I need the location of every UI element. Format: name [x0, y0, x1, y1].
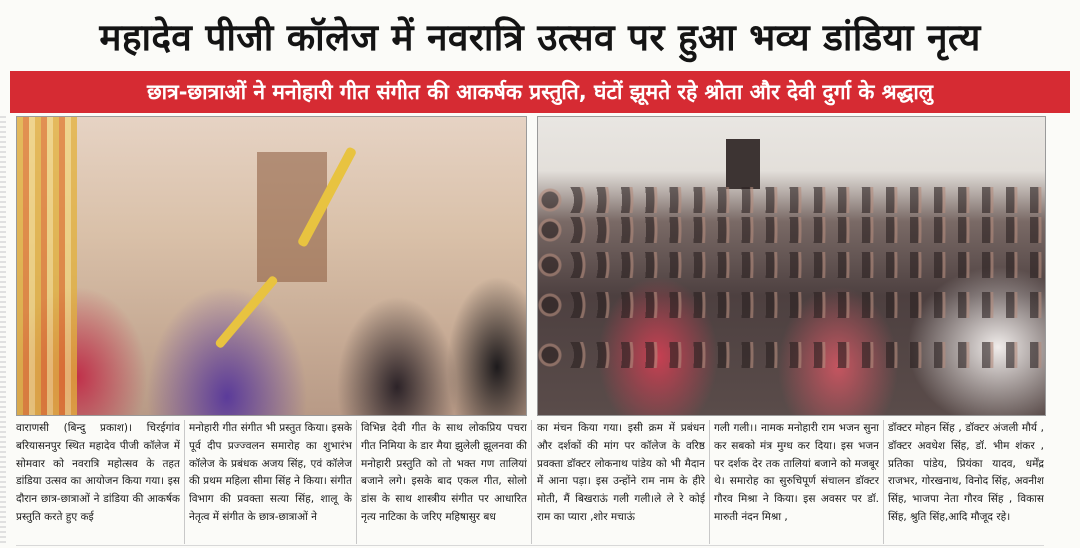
audience-photo	[537, 116, 1046, 416]
headline: महादेव पीजी कॉलेज में नवरात्रि उत्सव पर हुआ भव्य डांडिया नृत्य	[99, 15, 981, 59]
audience-row	[538, 342, 1045, 368]
dandiya-dance-photo	[16, 116, 527, 416]
column-divider	[184, 420, 185, 544]
article-column-5: गली गली।। नामक मनोहारी राम भजन सुना कर सबको मंत्र मुग्ध कर दिया। इस भजन पर दर्शक देर तक तालियां बजाने को मजबूर थे। समारोह का सुरुचिपूर्ण संचालन डॉक्टर गौरव मिश्रा ने किया। इस अवसर पर डॉ. मारुती नंदन मिश्रा ,	[714, 422, 879, 523]
column-divider	[709, 420, 710, 544]
bottom-rule	[16, 545, 1044, 546]
dandiya-stick	[214, 275, 279, 350]
subheadline-banner: छात्र-छात्राओं ने मनोहारी गीत संगीत की आकर्षक प्रस्तुति, घंटों झूमते रहे श्रोता और देवी दुर्गा के श्रद्धालु	[10, 71, 1070, 113]
article-column-3: विभिन्न देवी गीत के साथ लोकप्रिय पचरा गीत निमिया के डार मैया झुलेली झूलनवा की मनोहारी प्रस्तुति को तो भक्त गण तालियां बजाने लगे। इसके बाद एकल गीत, सोलो डांस के साथ शास्त्रीय संगीत पर आधारित नृत्य नाटिका के जरिए महिषासुर बध	[361, 422, 527, 523]
hall-door	[726, 139, 760, 189]
audience-row	[538, 252, 1045, 278]
audience-row	[538, 292, 1045, 318]
column-divider	[531, 420, 532, 544]
column-divider	[883, 420, 884, 544]
audience-row	[538, 217, 1045, 243]
audience-row	[538, 187, 1045, 213]
column-divider	[356, 420, 357, 544]
article-column-4: का मंचन किया गया। इसी क्रम में प्रबंधन और दर्शकों की मांग पर कॉलेज के वरिष्ठ प्रवक्ता डॉक्टर लोकनाथ पांडेय को भी मैदान में आना पड़ा। इस उन्होंने राम नाम के हीरे मोती, मैं बिखराऊं गली गली।ले ले रे कोई राम का प्यारा ,शोर मचाऊं	[537, 422, 705, 523]
article-column-1: वाराणसी (बिन्दु प्रकाश)। चिरईगांव बरियासनपुर स्थित महादेव पीजी कॉलेज में सोमवार को नवरात्रि महोत्सव के तहत डांडिया उत्सव का आयोजन किया गया। इस दौरान छात्र-छात्राओं ने डांडिया की आकर्षक प्रस्तुति करते हुए कई	[16, 422, 180, 523]
article-column-2: मनोहारी गीत संगीत भी प्रस्तुत किया। इसके पूर्व दीप प्रज्ज्वलन समारोह का शुभारंभ कॉलेज के प्रबंधक अजय सिंह, एवं कॉलेज की प्रथम महिला सीमा सिंह ने किया। संगीत विभाग की प्रवक्ता सत्या सिंह, शालू के नेतृत्व में संगीत के छात्र-छात्राओं ने	[189, 422, 352, 523]
article-column-6: डॉक्टर मोहन सिंह , डॉक्टर अंजली मौर्य , डॉक्टर अवधेश सिंह, डॉ. भीम शंकर , प्रतिका पांडेय, प्रियंका यादव, धर्मेंद्र राजभर, गोरखनाथ, विनोद सिंह, अवनीश सिंह, भाजपा नेता गौरव सिंह , विकास सिंह, श्रुति सिंह,आदि मौजूद रहे।	[888, 422, 1044, 523]
page-edge	[0, 116, 6, 546]
decoration-strip	[17, 117, 77, 415]
